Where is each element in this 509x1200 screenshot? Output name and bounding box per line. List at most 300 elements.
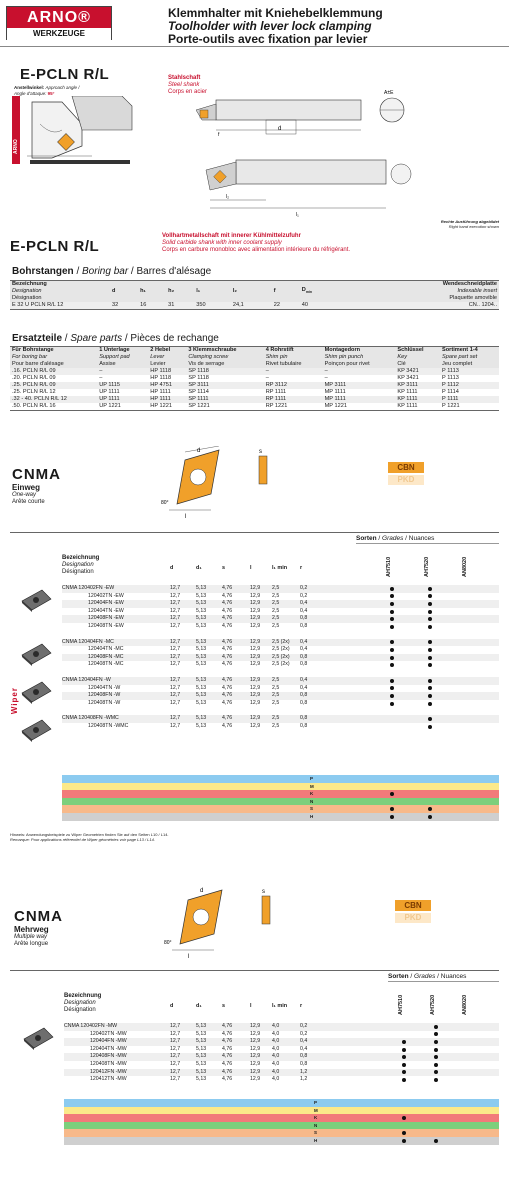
insert-value: 4,76 [222,1076,233,1083]
material-group-P [62,775,499,783]
insert-value: 12,7 [170,592,181,599]
insert-value: 12,9 [250,607,261,614]
insert-value: 5,13 [196,1061,207,1067]
insert-value: 4,76 [222,1023,233,1029]
spare-parts-title: Ersatzteile / Spare parts / Pièces de rechange [12,333,219,344]
insert-designation: 120404TN -EW [88,607,124,614]
availability-dot [428,679,432,683]
insert-row [64,1038,499,1046]
insert-value: 5,13 [196,661,207,668]
spare-parts-header: Für Bohrstange For boring bar Pour barre d'alésage [12,347,64,367]
spare-parts-cell: HP 1118 [150,375,172,381]
availability-dot [428,717,432,721]
insert-value: 12,7 [170,661,181,668]
insert-value: 0,2 [300,592,308,599]
boring-bar-cell: 32 [112,302,119,308]
insert-value: 4,76 [222,615,233,622]
insert-value: 4,76 [222,592,233,599]
insert-row [62,677,499,685]
svg-text:l₂: l₂ [226,194,230,200]
insert-value: 0,4 [300,607,308,614]
boring-bar-row [10,302,499,310]
spare-parts-cell: SP 1118 [188,368,209,374]
insert-value: 0,4 [300,600,308,607]
insert-value: 12,9 [250,677,261,683]
insert-value: 4,76 [222,600,233,607]
insert-row [62,685,499,693]
grades-title-2: Sorten / Grades / Nuances [388,973,467,980]
boring-bar-table: Bezeichnung Designation Désignation d h₁ h₂ l₁ l₂ f $D_{min}$ Wendeschneidplatte Indexable insert Plaquette amovible E 32 U PCLN R/L 12 32 16 31 350 24,1 22 40 CN.. 1204.. [12,281,497,308]
page-title [168,7,383,46]
availability-dot [434,1078,438,1082]
insert-value: 2,5 [272,607,280,614]
insert-thumbnail [18,587,54,613]
insert-row [62,692,499,700]
insert-value: 4,0 [272,1023,280,1029]
insert-value: 12,7 [170,638,181,645]
insert-value: 5,13 [196,1023,207,1029]
insert-row [64,1053,499,1061]
insert-designation: 120404TN -W [88,684,121,691]
insert-value: 4,76 [222,699,233,706]
spare-parts-cell: UP 1111 [99,389,120,395]
spare-parts-cell: – [265,375,269,381]
cnma1-head: Bezeichnung Designation Désignation [62,555,100,575]
insert-designation: 120404TN -MC [88,646,124,653]
availability-dot [428,602,432,606]
insert-value: 4,76 [222,1053,233,1060]
availability-dot [402,1070,406,1074]
insert-row [64,1069,499,1077]
insert-value: 4,76 [222,692,233,699]
cnma2-table-area [10,970,499,1162]
availability-dot [402,1048,406,1052]
availability-dot [390,679,394,683]
spare-parts-cell: – [99,375,103,381]
insert-value: 2,5 [272,623,280,629]
insert-value: 4,0 [272,1068,280,1075]
availability-dot [428,663,432,667]
grade-header: AH7510 [386,556,392,577]
spare-parts-header: 2 Hebel Lever Levier [150,347,171,367]
material-dot [434,1139,438,1143]
insert-value: 4,76 [222,653,233,660]
material-dot [402,1116,406,1120]
insert-value: 4,76 [222,1045,233,1052]
material-code: N [310,798,314,804]
insert-value: 2,5 [272,723,280,729]
insert-value: 12,7 [170,607,181,614]
insert-value: 5,13 [196,1045,207,1052]
insert-value: 4,76 [222,723,233,729]
wiper-label: Wiper [10,687,19,715]
insert-value: 12,7 [170,653,181,660]
insert-value: 4,76 [222,623,233,629]
column-header-0: d [170,565,174,571]
availability-dot [428,594,432,598]
insert-row [64,1076,499,1084]
insert-value: 12,7 [170,684,181,691]
spare-parts-cell: RP 1221 [265,403,288,409]
cnma1-insert-drawing [155,446,295,520]
toolholder-insert-diagram [12,96,152,164]
insert-designation: CNMA 120404FN -MC [62,638,114,645]
insert-row [62,723,499,731]
spare-parts-cell: UP 1111 [99,396,120,402]
insert-value: 4,76 [222,646,233,653]
insert-value: 2,5 (2x) [272,638,290,645]
insert-value: 12,9 [250,653,261,660]
svg-text:d: d [200,888,204,894]
model-title-2: E-PCLN R/L [10,238,100,255]
insert-value: 12,7 [170,1061,181,1067]
right-hand-note: Rechte Ausführung abgebildet Right hand execution shown [440,219,499,229]
insert-value: 4,76 [222,1038,233,1045]
insert-value: 12,7 [170,723,181,729]
spare-parts-cell: RP 1111 [265,389,287,395]
insert-thumbnail [18,679,54,705]
boring-bar-cell: 31 [168,302,175,308]
insert-value: 5,13 [196,715,207,722]
spare-parts-cell: RP 3112 [265,382,287,388]
insert-designation: 120402TN -EW [88,592,124,599]
insert-value: 4,0 [272,1038,280,1045]
material-code: K [314,1115,318,1121]
cnma2-heading: CNMA Mehrweg Multiple way Arête longue [14,908,63,947]
material-dot [428,815,432,819]
insert-row [62,700,499,708]
insert-row [64,1061,499,1069]
column-header-5: r [300,565,303,571]
insert-designation: 120408FN -EW [88,615,124,622]
insert-designation: 120408FN -MC [88,653,124,660]
insert-value: 12,9 [250,723,261,729]
cnma1-table-area [10,532,499,830]
insert-designation: 120404FN -EW [88,600,124,607]
insert-value: 12,9 [250,1038,261,1045]
insert-value: 4,0 [272,1076,280,1083]
material-group-M [62,783,499,791]
insert-row [62,615,499,623]
insert-designation: 120412FN -MW [90,1068,127,1075]
insert-value: 1,2 [300,1076,308,1083]
insert-value: 4,76 [222,1068,233,1075]
spare-parts-header: 4 Rohrstift Shim pin Rivet tubulaire [265,347,302,367]
column-header-3: l [250,565,252,571]
boring-bar-cell: 40 [301,302,309,308]
insert-value: 5,13 [196,692,207,699]
spare-parts-cell: – [99,368,103,374]
insert-value: 2,5 [272,677,280,683]
grade-header: AH7520 [430,994,436,1015]
svg-text:80°: 80° [161,500,169,506]
insert-value: 12,9 [250,638,261,645]
availability-dot [428,694,432,698]
insert-row [62,646,499,654]
spare-parts-cell: UP 1221 [99,403,121,409]
spare-parts-cell: .20. PCLN R/L 09 [12,375,56,381]
spare-parts-cell: .32 - 40. PCLN R/L 12 [12,396,67,402]
insert-value: 12,9 [250,1076,261,1083]
insert-value: 2,5 [272,715,280,722]
insert-value: 12,9 [250,715,261,722]
insert-value: 5,13 [196,607,207,614]
availability-dot [390,594,394,598]
insert-value: 0,8 [300,1061,308,1067]
column-header-0: d [170,1003,174,1009]
grade-header: AH7510 [398,994,404,1015]
section-view [372,88,412,128]
availability-dot [390,610,394,614]
insert-value: 4,76 [222,638,233,645]
pkd-badge-2: PKD [395,913,431,923]
spare-parts-cell: SP 1221 [188,403,210,409]
availability-dot [428,625,432,629]
insert-value: 2,5 [272,684,280,691]
material-code: H [314,1138,318,1143]
insert-value: 5,13 [196,1038,207,1045]
availability-dot [434,1032,438,1036]
availability-dot [434,1048,438,1052]
svg-text:s: s [262,889,265,895]
svg-text:d: d [278,126,282,132]
cbn-badge: CBN [388,462,424,473]
insert-value: 5,13 [196,1068,207,1075]
availability-dot [428,610,432,614]
insert-value: 5,13 [196,585,207,591]
material-code: H [310,814,314,819]
insert-value: 5,13 [196,600,207,607]
spare-parts-cell: P 1112 [442,382,459,388]
material-group-S [62,805,499,813]
spare-parts-header: 1 Unterlage Support pad Assise [99,347,130,367]
insert-value: 0,2 [300,1030,308,1037]
insert-value: 12,9 [250,623,261,629]
spare-parts-cell: .16. PCLN R/L 09 [12,368,56,374]
cnma1-grade-headers [356,547,499,579]
logo-subtext: WERKZEUGE [7,28,111,40]
material-dot [390,807,394,811]
cnma2-head: Bezeichnung Designation Désignation [64,993,102,1013]
insert-value: 4,76 [222,607,233,614]
insert-value: 0,8 [300,692,308,699]
insert-value: 0,8 [300,723,308,729]
insert-value: 0,2 [300,585,308,591]
availability-dot [428,686,432,690]
material-group-H [62,813,499,821]
column-header-3: l [250,1003,252,1009]
spare-parts-cell: HP 1221 [150,403,172,409]
insert-designation: 120408FN -W [88,692,121,699]
insert-value: 12,9 [250,699,261,706]
material-group-S [64,1129,499,1137]
insert-value: 12,9 [250,1068,261,1075]
insert-value: 0,8 [300,615,308,622]
insert-value: 12,7 [170,1053,181,1060]
insert-value: 5,13 [196,723,207,729]
insert-value: 5,13 [196,1030,207,1037]
insert-value: 12,7 [170,1038,181,1045]
insert-value: 12,9 [250,592,261,599]
insert-value: 2,5 [272,592,280,599]
insert-value: 2,5 [272,699,280,706]
column-header-2: s [222,565,226,571]
svg-text:l₁: l₁ [296,212,299,218]
cnma1-heading: CNMA Einweg One-way Arête courte [12,466,61,505]
spare-parts-cell: SP 1111 [188,396,209,402]
availability-dot [390,656,394,660]
insert-value: 2,5 (2x) [272,661,290,668]
svg-text:l: l [188,954,190,960]
insert-designation: CNMA 120408FN -WMC [62,715,119,722]
spare-parts-cell: MP 1111 [324,389,346,395]
spare-parts-cell: HP 4751 [150,382,172,388]
title-en: Toolholder with lever lock clamping [168,19,372,33]
boring-bar-cell: CN.. 1204.. [468,302,497,308]
material-group-N [64,1122,499,1130]
material-code: P [310,776,314,781]
insert-value: 2,5 [272,585,280,591]
material-group-K [64,1114,499,1122]
insert-value: 12,7 [170,692,181,699]
insert-value: 0,4 [300,646,308,653]
title-fr: Porte-outils avec fixation par levier [168,32,368,46]
insert-value: 12,7 [170,623,181,629]
availability-dot [390,587,394,591]
material-code: M [314,1107,318,1113]
grades-title: Sorten / Grades / Nuances [356,535,435,542]
material-code: M [310,783,314,789]
insert-value: 5,13 [196,623,207,629]
insert-value: 2,5 [272,692,280,699]
availability-dot [390,640,394,644]
insert-value: 5,13 [196,638,207,645]
insert-value: 12,7 [170,600,181,607]
insert-value: 12,7 [170,1023,181,1029]
insert-value: 4,76 [222,677,233,683]
insert-value: 12,7 [170,715,181,722]
spare-parts-cell: HP 1111 [150,396,171,402]
material-dot [390,815,394,819]
svg-text:d: d [197,448,201,454]
insert-row [62,600,499,608]
insert-value: 12,7 [170,1045,181,1052]
insert-value: 4,0 [272,1053,280,1060]
boring-bar-cell: 22 [273,302,280,308]
insert-value: 2,5 [272,615,280,622]
spare-parts-cell: KP 3111 [397,382,418,388]
spare-parts-cell: KP 1111 [397,389,418,395]
insert-value: 5,13 [196,592,207,599]
insert-row [62,661,499,669]
column-header-4: l₁ min [272,565,288,571]
spare-parts-cell: MP 3111 [324,382,347,388]
spare-parts-row [10,375,499,382]
insert-value: 4,76 [222,661,233,668]
material-group-K [62,790,499,798]
availability-dot [434,1070,438,1074]
insert-designation: CNMA 120404FN -W [62,677,111,683]
material-dot [390,792,394,796]
column-header-2: s [222,1003,226,1009]
spare-parts-header: Sortiment 1-4 Spare part set Jeu complet [442,347,478,367]
availability-dot [428,587,432,591]
insert-designation: 120412TN -MW [90,1076,127,1083]
insert-value: 12,9 [250,615,261,622]
insert-value: 5,13 [196,615,207,622]
spare-parts-cell: KP 3421 [397,368,419,374]
cnma2-grade-headers [388,985,499,1017]
availability-dot [434,1063,438,1067]
insert-row [64,1023,499,1031]
material-code: S [314,1130,318,1136]
availability-dot [402,1078,406,1082]
insert-value: 0,4 [300,638,308,645]
svg-text:80°: 80° [164,940,172,946]
spare-parts-row [10,389,499,396]
svg-text:s: s [259,449,262,455]
insert-value: 5,13 [196,653,207,660]
boring-bar-cell: E 32 U PCLN R/L 12 [12,302,64,308]
availability-dot [390,686,394,690]
insert-value: 4,76 [222,715,233,722]
availability-dot [390,663,394,667]
column-header-1: d₁ [196,1003,202,1009]
insert-value: 12,7 [170,646,181,653]
availability-dot [434,1040,438,1044]
insert-value: 12,9 [250,1045,261,1052]
insert-value: 2,5 (2x) [272,646,290,653]
column-header-4: l₁ min [272,1003,288,1009]
spare-parts-table [10,346,499,411]
insert-designation: 120404TN -MW [90,1045,127,1052]
material-dot [428,807,432,811]
spare-parts-cell: SP 1118 [188,375,209,381]
insert-row [62,623,499,631]
insert-value: 12,7 [170,699,181,706]
spare-parts-cell: KP 1111 [397,403,418,409]
spare-parts-cell: KP 1111 [397,396,418,402]
material-code: S [310,806,314,812]
insert-value: 12,9 [250,1053,261,1060]
insert-row [64,1031,499,1039]
insert-value: 12,9 [250,585,261,591]
spare-parts-cell: KP 3421 [397,375,419,381]
spare-parts-header: Montagedorn Shim pin punch Poinçon pour rivet [324,347,370,367]
insert-row [62,639,499,647]
spare-parts-cell: – [324,375,328,381]
insert-value: 4,76 [222,1030,233,1037]
insert-value: 5,13 [196,677,207,683]
insert-row [62,608,499,616]
availability-dot [434,1025,438,1029]
availability-dot [402,1055,406,1059]
material-dot [402,1139,406,1143]
spare-parts-cell: P 1221 [442,403,460,409]
material-group-H [64,1137,499,1145]
insert-value: 12,9 [250,1030,261,1037]
spare-parts-cell: P 1111 [442,396,459,402]
steel-shank-diagram [196,90,366,140]
insert-value: 12,7 [170,1030,181,1037]
insert-designation: 120408TN -MW [90,1061,127,1067]
insert-value: 1,2 [300,1068,308,1075]
boring-bar-cell: 16 [140,302,147,308]
availability-dot [428,648,432,652]
insert-designation: CNMA 120402FN -MW [64,1023,118,1029]
insert-value: 4,0 [272,1045,280,1052]
spare-parts-row [10,368,499,375]
